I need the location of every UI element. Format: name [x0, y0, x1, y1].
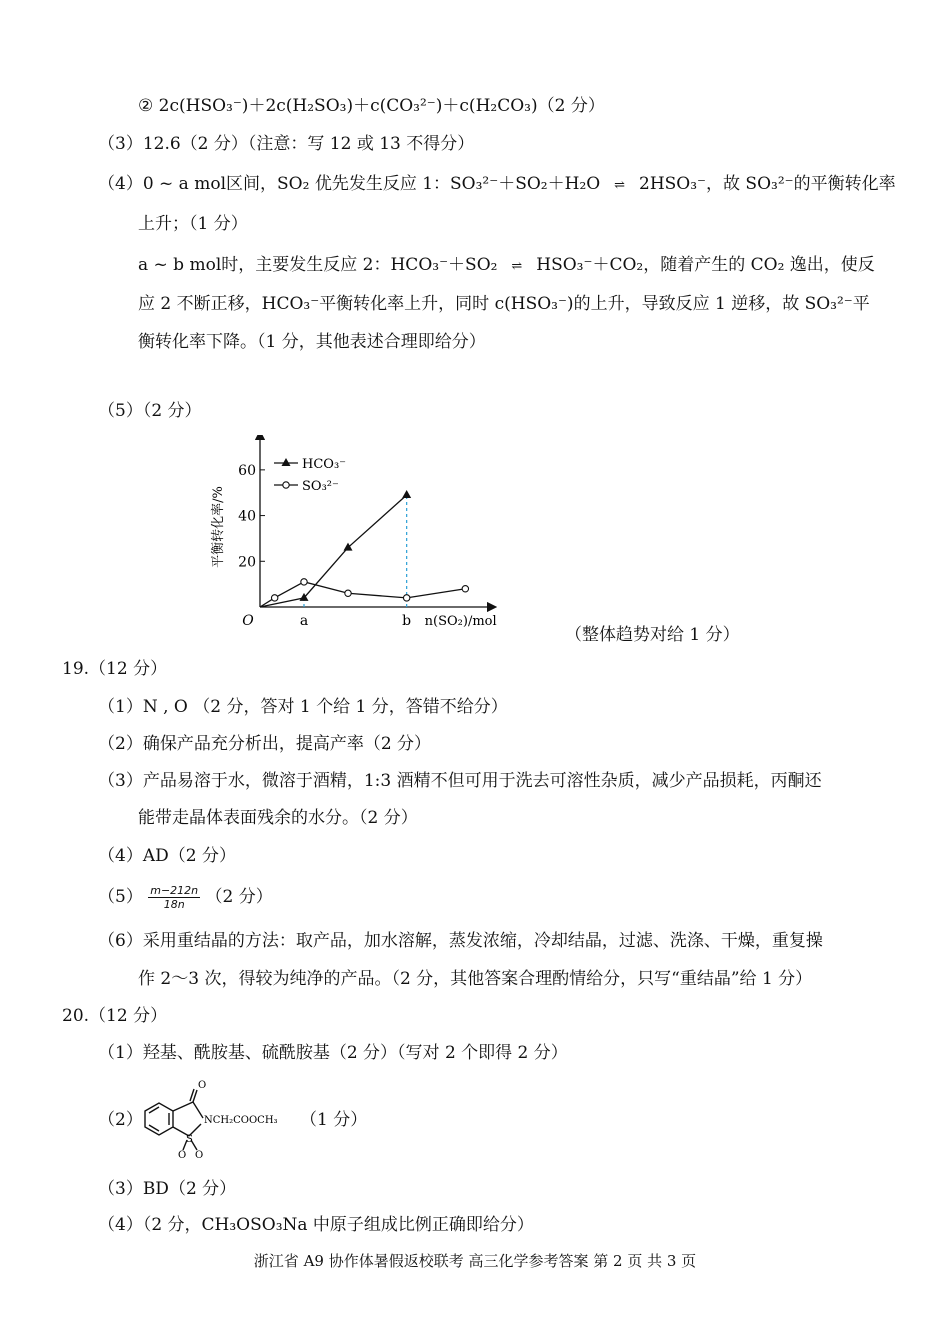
- saccharin-derivative-structure: [135, 1078, 300, 1160]
- q19-3-answer-line1: （3）产品易溶于水，微溶于酒精，1:3 酒精不但可用于洗去可溶性杂质，减少产品损耗，丙酮还: [98, 771, 822, 791]
- q18-4-text-b: 2HSO₃⁻，故 SO₃²⁻的平衡转化率: [639, 174, 896, 194]
- q19-5-answer: [98, 884, 273, 911]
- q19-1-answer: （1）N , O （2 分，答对 1 个给 1 分，答错不给分）: [98, 697, 508, 717]
- q19-4-answer: （4）AD（2 分）: [98, 846, 236, 866]
- legend-circle-icon: [283, 482, 289, 488]
- fraction-denominator: 18n: [163, 898, 185, 911]
- series-line-1: [260, 495, 407, 607]
- data-point-triangle: [344, 543, 353, 551]
- q18-4b-text-a: a ~ b mol时，主要发生反应 2：HCO₃⁻＋SO₂: [138, 255, 498, 275]
- data-point-circle: [301, 579, 307, 585]
- q20-3-answer: （3）BD（2 分）: [98, 1179, 237, 1199]
- legend-label: HCO₃⁻: [302, 457, 347, 472]
- fraction-numerator: m−212n: [150, 884, 199, 897]
- equilibrium-arrow-icon: ⇌: [511, 259, 523, 274]
- data-point-circle: [345, 590, 351, 596]
- conversion-chart: [200, 435, 510, 640]
- y-tick-label: 60: [238, 462, 256, 479]
- equilibrium-arrow-icon: ⇌: [614, 178, 626, 193]
- q19-6-answer-line1: （6）采用重结晶的方法：取产品，加水溶解，蒸发浓缩，冷却结晶，过滤、洗涤、干燥，重复操: [98, 931, 823, 951]
- x-axis-label: n(SO₂)/mol: [424, 614, 497, 629]
- data-point-circle: [462, 586, 468, 592]
- data-point-circle: [403, 595, 409, 601]
- q19-heading: 19.（12 分）: [62, 659, 168, 679]
- x-tick-label: b: [402, 613, 412, 629]
- q18-5-label: （5）（2 分）: [98, 401, 202, 421]
- data-point-circle: [271, 595, 277, 601]
- q20-1-answer: （1）羟基、酰胺基、硫酰胺基（2 分）（写对 2 个即得 2 分）: [98, 1043, 568, 1063]
- q19-2-answer: （2）确保产品充分析出，提高产率（2 分）: [98, 734, 432, 754]
- y-axis-label: 平衡转化率/%: [211, 486, 226, 568]
- q18-4-line2: 上升；（1 分）: [138, 214, 248, 234]
- n-substituent: NCH₂COOCH₃: [204, 1115, 278, 1126]
- q19-5-prefix: （5）: [98, 887, 143, 907]
- q19-6-answer-line2: 作 2～3 次，得较为纯净的产品。（2 分，其他答案合理酌情给分，只写“重结晶”给 1 分）: [138, 969, 813, 989]
- q20-4-answer: （4）（2 分，CH₃OSO₃Na 中原子组成比例正确即给分）: [98, 1215, 534, 1235]
- y-tick-label: 20: [238, 554, 256, 571]
- q18-4-text-a: （4）0 ~ a mol区间，SO₂ 优先发生反应 1：SO₃²⁻＋SO₂＋H₂O: [98, 174, 601, 194]
- series-line-2: [260, 582, 465, 607]
- legend-label: SO₃²⁻: [302, 479, 339, 494]
- q19-3-answer-line2: 能带走晶体表面残余的水分。（2 分）: [138, 808, 418, 828]
- data-point-triangle: [402, 490, 411, 498]
- sulfur-atom: S: [186, 1134, 193, 1145]
- q19-5-fraction: [148, 884, 200, 911]
- q18-3-answer: （3）12.6（2 分）（注意：写 12 或 13 不得分）: [98, 134, 475, 154]
- q20-heading: 20.（12 分）: [62, 1006, 168, 1026]
- q18-4b-line2: 应 2 不断正移，HCO₃⁻平衡转化率上升，同时 c(HSO₃⁻)的上升，导致反应 1 逆移，故 SO₃²⁻平: [138, 294, 870, 314]
- q18-2-answer: ② 2c(HSO₃⁻)＋2c(H₂SO₃)＋c(CO₃²⁻)＋c(H₂CO₃)（2 分）: [138, 96, 605, 116]
- page-footer: 浙江省 A9 协作体暑假返校联考 高三化学参考答案 第 2 页 共 3 页: [253, 1252, 697, 1270]
- q20-2-suffix: （1 分）: [300, 1110, 368, 1130]
- sulfonyl-oxygen-left: O: [178, 1150, 187, 1160]
- x-tick-label: a: [299, 613, 309, 629]
- q18-4b-line1: [138, 254, 875, 278]
- q19-5-suffix: （2 分）: [205, 887, 273, 907]
- y-tick-label: 40: [238, 508, 256, 525]
- q20-2-prefix: （2）: [98, 1110, 143, 1130]
- legend-triangle-icon: [282, 458, 291, 466]
- q18-5-note: （整体趋势对给 1 分）: [565, 625, 740, 645]
- q18-4-line1: [98, 173, 896, 197]
- q18-4b-text-b: HSO₃⁻＋CO₂，随着产生的 CO₂ 逸出，使反: [536, 255, 875, 275]
- origin-label: O: [242, 613, 254, 629]
- carbonyl-oxygen: O: [198, 1080, 207, 1091]
- sulfonyl-oxygen-right: O: [195, 1150, 204, 1160]
- q18-4b-line3: 衡转化率下降。（1 分，其他表述合理即给分）: [138, 332, 486, 352]
